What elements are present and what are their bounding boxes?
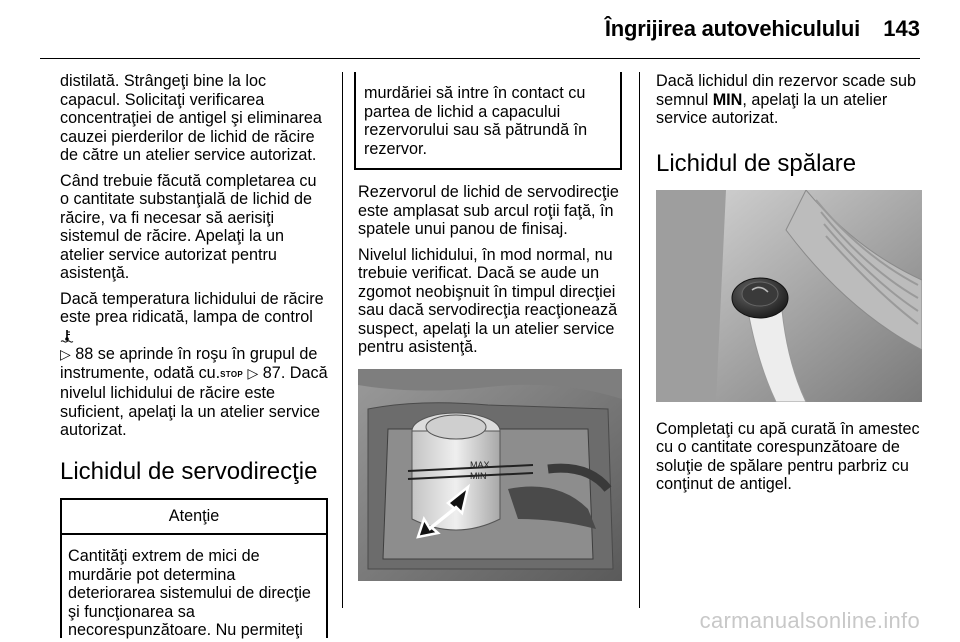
warning-box-continued: murdăriei să intre în contact cu partea de lichid a capacului rezervorului sau să pătrundă în rezervor. bbox=[354, 72, 622, 170]
page-reference-arrow-icon: ▷ bbox=[60, 346, 71, 362]
page-number: 143 bbox=[883, 16, 920, 41]
min-mark-label: MIN bbox=[470, 470, 487, 481]
paragraph: distilată. Strângeţi bine la loc capacul. Solicitaţi verificarea concentraţiei de antigel şi eliminarea cauzei pierderilor de lichid de răcire de către un atelier service autorizat. bbox=[60, 72, 322, 164]
power-steering-reservoir-photo bbox=[358, 369, 622, 581]
chapter-title: Îngrijirea autovehiculului bbox=[604, 16, 860, 41]
paragraph: Dacă lichidul din rezervor scade sub semnul MIN, apelaţi la un atelier service autorizat. bbox=[656, 72, 917, 127]
column-divider bbox=[342, 72, 343, 608]
watermark: carmanualsonline.info bbox=[699, 608, 920, 633]
page-reference-arrow-icon: ▷ bbox=[247, 364, 259, 381]
column-2 bbox=[358, 72, 622, 581]
warning-box bbox=[60, 498, 328, 638]
paragraph: Completaţi cu apă curată în amestec cu o cantitate corespunzătoare de soluţie de spălare pentru parbriz cu conţinut de antigel. bbox=[656, 419, 920, 493]
page-reference[interactable]: 87 bbox=[262, 363, 281, 382]
column-divider bbox=[639, 72, 640, 608]
section-heading: Lichidul de spălare bbox=[656, 149, 857, 177]
header-rule bbox=[40, 58, 920, 59]
paragraph: Nivelul lichidului, în mod normal, nu trebuie verificat. Dacă se aude un zgomot neobişnuit în timpul direcţiei sau dacă servodirecţia reacţionează suspect, apelaţi la un atelier service pentru asistenţă. bbox=[358, 245, 618, 356]
section-heading: Lichidul de servodirecţie bbox=[60, 457, 318, 485]
paragraph: Dacă temperatura lichidului de răcire este prea ridicată, lampa de control ▷ 88 se aprinde în roşu în grupul de instrumente, odată cu.STOP ▷ 87. Dacă nivelul lichidului de răcire este suficient, apelaţi la un atelier service autorizat. bbox=[60, 289, 328, 439]
column-3 bbox=[656, 72, 922, 501]
coolant-temperature-icon bbox=[60, 329, 74, 343]
warning-text: Cantităţi extrem de mici de murdărie pot determina deteriorarea sistemului de direcţie şi funcţionarea sa necorespunzătoare. Nu permiteţi bbox=[68, 547, 311, 639]
page-header bbox=[0, 0, 960, 58]
washer-fluid-reservoir-photo bbox=[656, 190, 922, 402]
paragraph: Rezervorul de lichid de servodirecţie este amplasat sub arcul roţii faţă, în spatele unui panou de finisaj. bbox=[358, 183, 619, 238]
page-reference[interactable]: 88 bbox=[75, 345, 94, 363]
paragraph: Când trebuie făcută completarea cu o cantitate substanţială de lichid de răcire, va fi necesar să aerisiţi sistemul de răcire. Apelaţi la un atelier service autorizat pentru asistenţă. bbox=[60, 171, 317, 282]
stop-indicator: STOP bbox=[220, 369, 244, 379]
max-mark-label: MAX bbox=[470, 459, 490, 470]
column-1 bbox=[60, 72, 328, 638]
warning-title: Atenţie bbox=[62, 500, 326, 536]
